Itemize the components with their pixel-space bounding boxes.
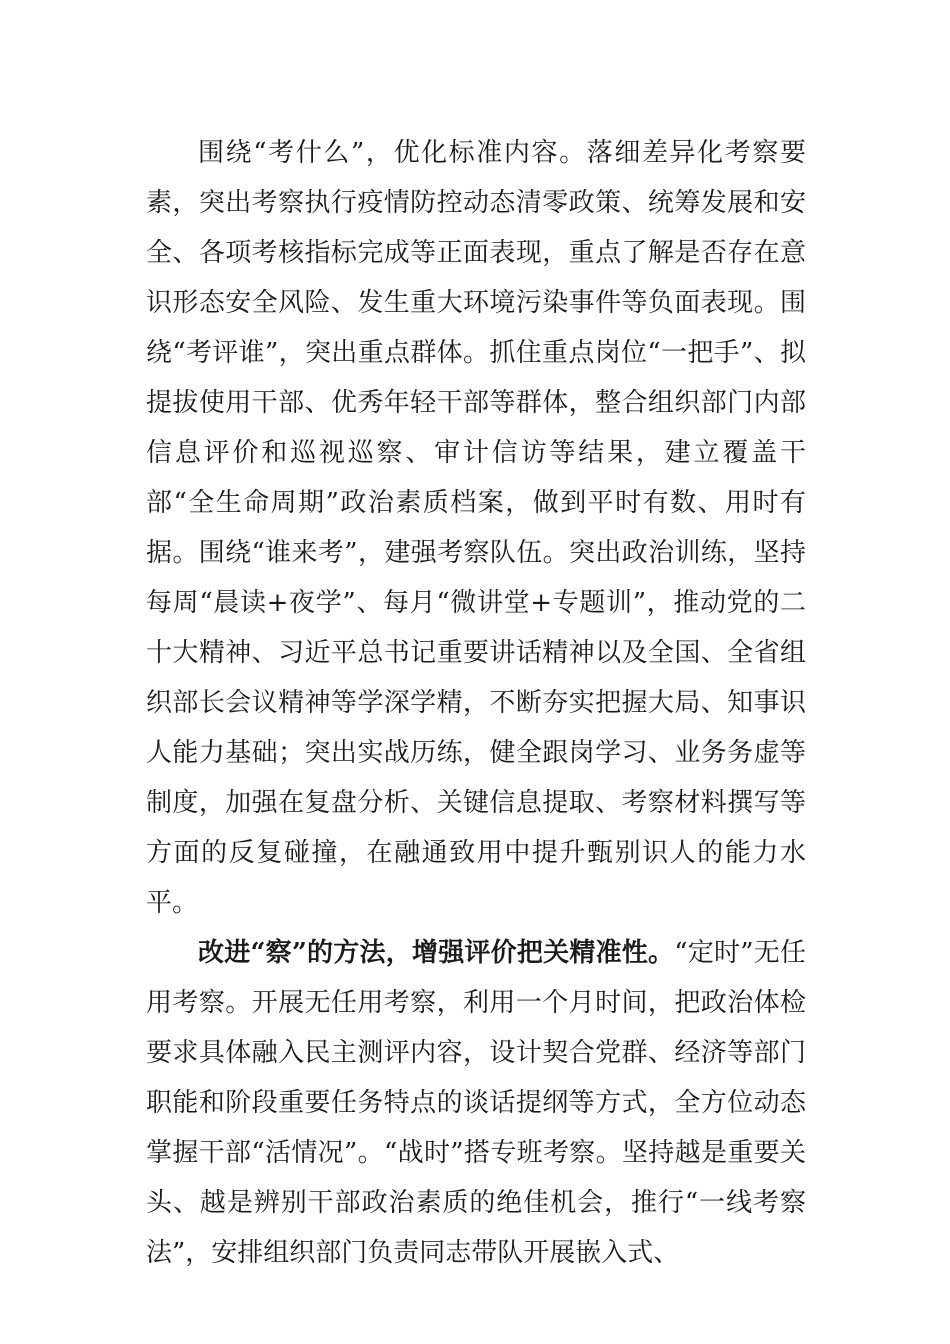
paragraph-standards: [146, 128, 806, 928]
paragraph-text: 围绕“考什么”，优化标准内容。落细差异化考察要素，突出考察执行疫情防控动态清零政策、统筹发展和安全、各项考核指标完成等正面表现，重点了解是否存在意识形态安全风险、发生重大环境污染事件等负面表现。围绕“考评谁”，突出重点群体。抓住重点岗位“一把手”、拟提拔使用干部、优秀年轻干部等群体，整合组织部门内部信息评价和巡视巡察、审计信访等结果，建立覆盖干部“全生命周期”政治素质档案，做到平时有数、用时有据。围绕“谁来考”，建强考察队伍。突出政治训练，坚持每周“晨读+夜学”、每月“微讲堂+专题训”，推动党的二十大精神、习近平总书记重要讲话精神以及全国、全省组织部长会议精神等学深学精，不断夯实把握大局、知事识人能力基础；突出实战历练，健全跟岗学习、业务务虚等制度，加强在复盘分析、关键信息提取、考察材料撰写等方面的反复碰撞，在融通致用中提升甄别识人的能力水平。: [146, 138, 806, 918]
body-text: [146, 128, 806, 1278]
paragraph-methods: [146, 928, 806, 1278]
paragraph-text: “定时”无任用考察。开展无任用考察，利用一个月时间，把政治体检要求具体融入民主测评内容，设计契合党群、经济等部门职能和阶段重要任务特点的谈话提纲等方式，全方位动态掌握干部“活情况”。“战时”搭专班考察。坚持越是重要关头、越是辨别干部政治素质的绝佳机会，推行“一线考察法”，安排组织部门负责同志带队开展嵌入式、: [146, 938, 806, 1268]
paragraph-lead-heading: 改进“察”的方法，增强评价把关精准性。: [198, 938, 675, 968]
